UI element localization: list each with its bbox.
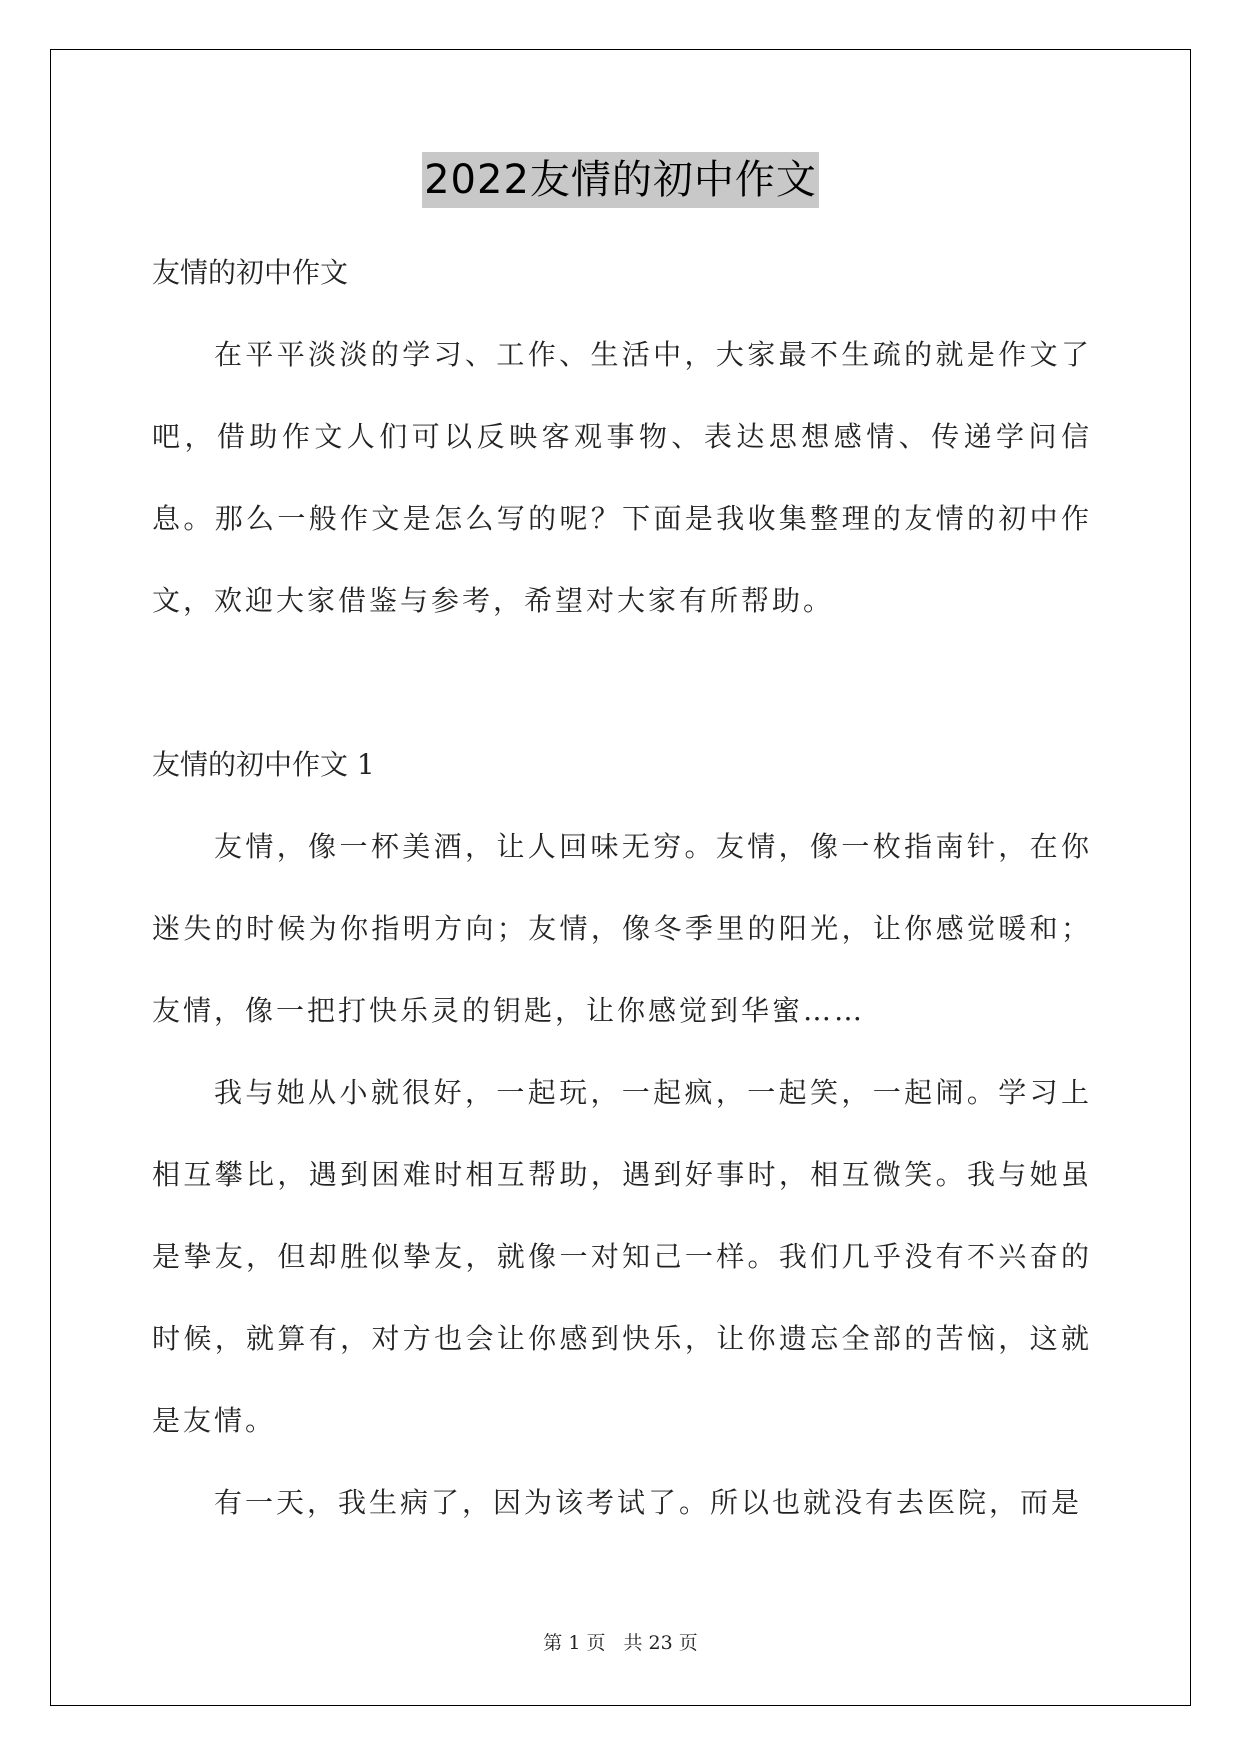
section-heading: 友情的初中作文 1 (152, 748, 375, 781)
blank-line (152, 642, 1092, 724)
body-paragraph: 我与她从小就很好，一起玩，一起疯，一起笑，一起闹。学习上相互攀比，遇到困难时相互帮助，遇到好事时，相互微笑。我与她虽是挚友，但却胜似挚友，就像一对知己一样。我们几乎没有不兴奋的时候，就算有，对方也会让你感到快乐，让你遗忘全部的苦恼，这就是友情。 (152, 1076, 1092, 1437)
intro-paragraph: 在平平淡淡的学习、工作、生活中，大家最不生疏的就是作文了吧，借助作文人们可以反映客观事物、表达思想感情、传递学问信息。那么一般作文是怎么写的呢？下面是我收集整理的友情的初中作文，欢迎大家借鉴与参考，希望对大家有所帮助。 (152, 338, 1092, 617)
page-footer (0, 1628, 1241, 1655)
body-paragraph: 友情，像一杯美酒，让人回味无穷。友情，像一枚指南针，在你迷失的时候为你指明方向；友情，像冬季里的阳光，让你感觉暖和；友情，像一把打快乐灵的钥匙，让你感觉到华蜜…… (152, 830, 1092, 1027)
subtitle: 友情的初中作文 (152, 256, 349, 289)
page-number: 第 1 页 (543, 1632, 606, 1654)
body-paragraph: 有一天，我生病了，因为该考试了。所以也就没有去医院，而是 (214, 1486, 1083, 1519)
document-title: 2022友情的初中作文 (422, 152, 819, 208)
page-total: 共 23 页 (623, 1632, 698, 1654)
title-container (0, 152, 1241, 208)
document-body (152, 232, 1092, 1544)
